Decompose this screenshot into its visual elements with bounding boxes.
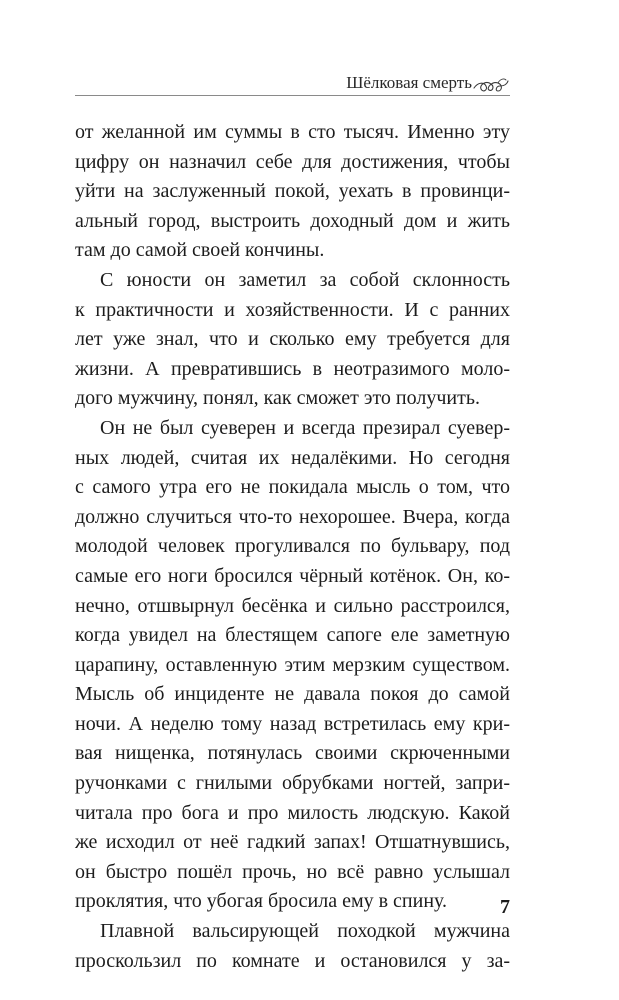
- text-line: лет уже знал, что и сколько ему требуется для: [75, 328, 510, 351]
- text-line: нечно, отшвырнул бесёнка и сильно расстроился,: [75, 594, 510, 617]
- text-line: ночи. А неделю тому назад встретилась ему кри-: [75, 712, 510, 735]
- text-line: дого мужчину, понял, как сможет это получить.: [75, 387, 480, 410]
- text-line: цифру он назначил себе для достижения, чтобы: [75, 150, 510, 173]
- text-line: он быстро пошёл прочь, но всё равно услышал: [75, 860, 510, 883]
- paragraph: [75, 414, 510, 917]
- text-line: вая нищенка, потянулась своими скрюченными: [75, 742, 510, 765]
- text-line: проскользил по комнате и остановился у за-: [75, 949, 510, 972]
- paragraph: [75, 118, 510, 266]
- text-line: самые его ноги бросился чёрный котёнок. Он, ко-: [75, 564, 510, 587]
- text-line: ручонками с гнилыми обрубками ногтей, запри-: [75, 772, 510, 795]
- paragraph: [75, 917, 510, 976]
- running-head: [75, 72, 510, 96]
- running-head-title: Шёлковая смерть: [346, 73, 472, 92]
- text-line: уйти на заслуженный покой, уехать в провинци-: [75, 180, 510, 203]
- text-line: С юности он заметил за собой склонность: [100, 268, 510, 291]
- text-line: читала про бога и про милость людскую. Какой: [75, 801, 510, 824]
- text-line: с самого утра его не покидала мысль о том, что: [75, 476, 510, 499]
- text-line: жизни. А превратившись в неотразимого моло-: [75, 357, 510, 380]
- text-line: когда увидел на блестящем сапоге еле заметную: [75, 624, 510, 647]
- text-line: ных людей, считая их недалёкими. Но сегодня: [75, 446, 510, 469]
- scroll-flourish-icon: [472, 72, 510, 96]
- text-line: к практичности и хозяйственности. И с ранних: [75, 298, 510, 321]
- text-line: же исходил от неё гадкий запах! Отшатнувшись,: [75, 831, 510, 854]
- paragraph: [75, 266, 510, 414]
- text-line: от желанной им суммы в сто тысяч. Именно эту: [75, 121, 510, 143]
- text-line: Он не был суеверен и всегда презирал суевер-: [100, 416, 510, 439]
- text-line: должно случиться что-то нехорошее. Вчера, когда: [75, 505, 510, 528]
- text-line: царапину, оставленную этим мерзким существом.: [75, 653, 510, 676]
- text-line: Мысль об инциденте не давала покоя до самой: [75, 683, 510, 706]
- text-line: Плавной вальсирующей походкой мужчина: [100, 920, 510, 943]
- header-rule: [75, 95, 510, 96]
- text-line: альный город, выстроить доходный дом и жить: [75, 209, 510, 232]
- text-line: проклятия, что убогая бросила ему в спину.: [75, 890, 448, 913]
- page-number: 7: [500, 896, 510, 918]
- text-line: молодой человек прогуливался по бульвару, под: [75, 535, 510, 558]
- text-line: там до самой своей кончины.: [75, 239, 325, 262]
- body-text: [75, 118, 510, 976]
